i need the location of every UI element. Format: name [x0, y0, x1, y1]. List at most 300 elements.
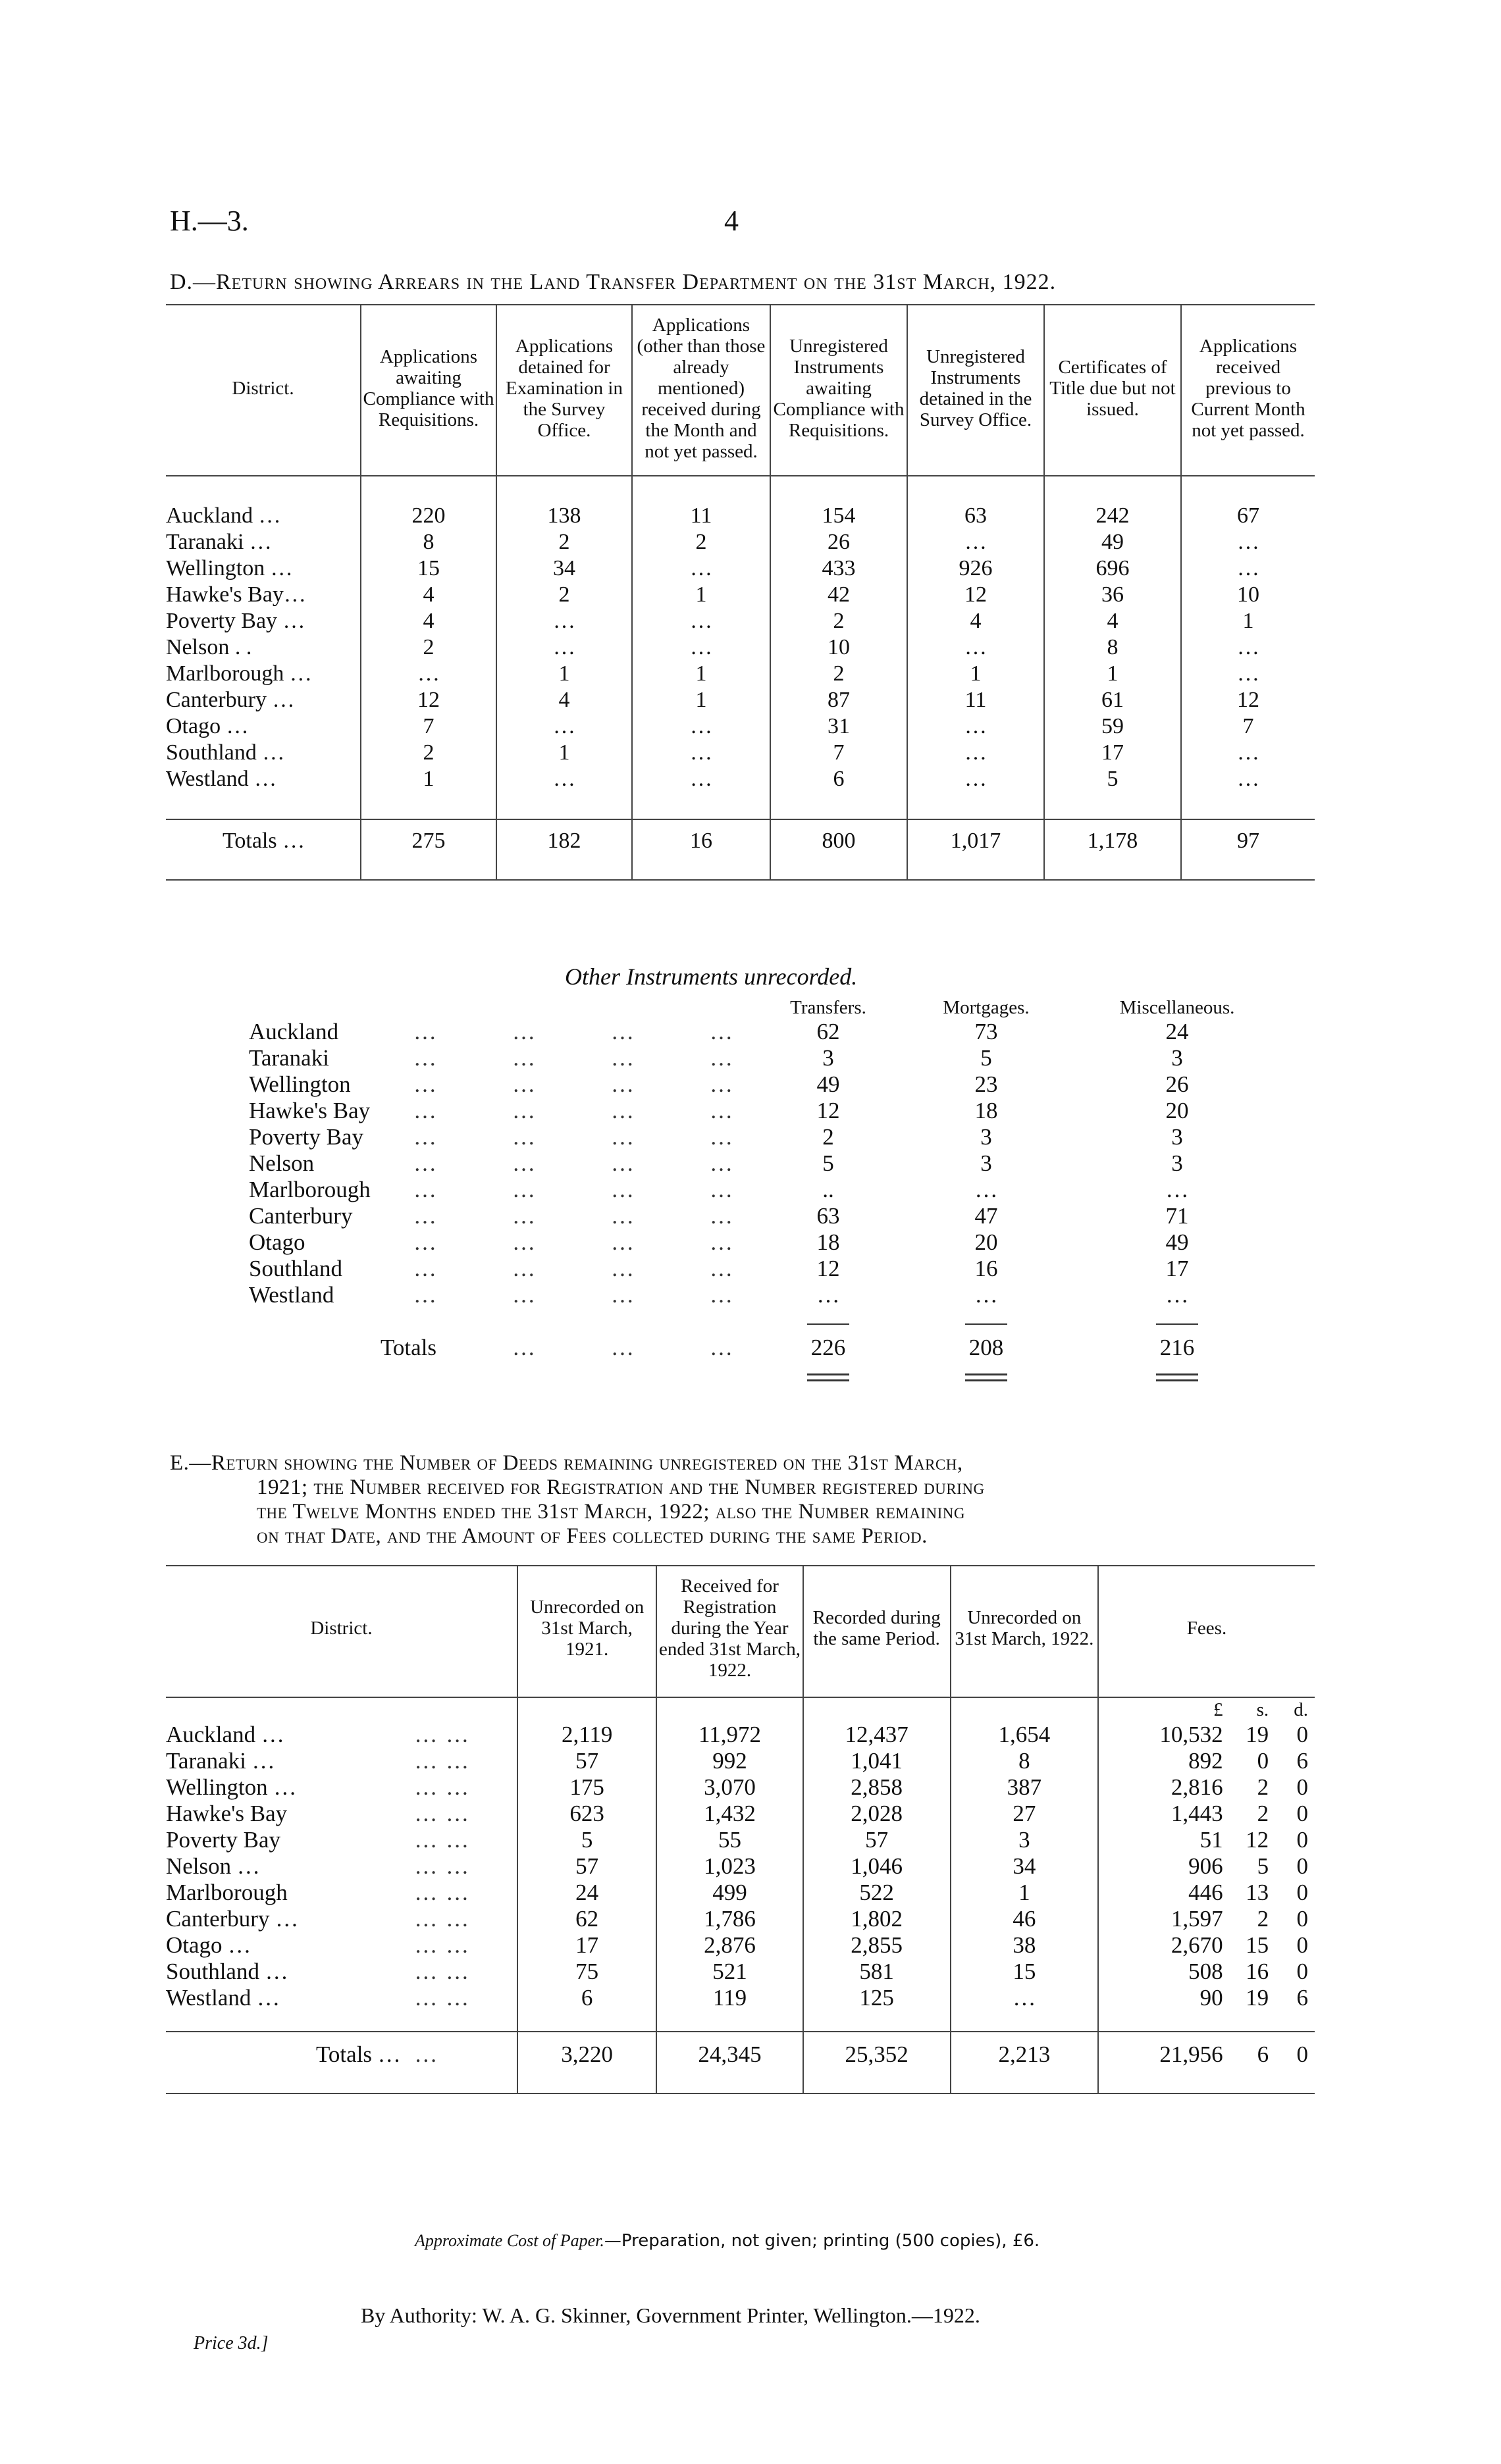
table-cell: 42: [770, 582, 907, 608]
table-row: [166, 1880, 1315, 1906]
col-unrecorded-1921: Unrecorded on 31st March, 1921.: [517, 1566, 657, 1697]
cost-label: Approximate Cost of Paper.: [415, 2231, 604, 2250]
dots: …: [512, 1019, 537, 1044]
arrears-body: [166, 476, 1315, 819]
fees-pounds: 1,443: [1098, 1801, 1227, 1827]
col-transfers: Transfers.: [790, 997, 866, 1018]
fees-pence: 0: [1296, 1880, 1308, 1905]
dots: …: [710, 1071, 734, 1097]
table-cell: …: [907, 634, 1044, 661]
table-row: [166, 503, 1315, 529]
district-name: Nelson …: [166, 1853, 260, 1879]
table-cell: 75: [517, 1959, 657, 1985]
table-row: [166, 555, 1315, 582]
table-cell: 23: [974, 1071, 998, 1097]
deeds-header-row: [166, 1566, 1315, 1697]
table-cell: 12,437: [803, 1722, 951, 1748]
pence-unit: d.: [1294, 1699, 1308, 1720]
table-cell: 17: [1044, 740, 1181, 766]
table-cell: 25,352: [803, 2032, 951, 2069]
table-cell: 2,858: [803, 1774, 951, 1801]
table-cell: 73: [974, 1019, 998, 1044]
district-name: Westland …: [166, 1985, 280, 2011]
table-cell: 2: [361, 740, 496, 766]
totals-label: Totals: [381, 1335, 437, 1360]
table-cell: ..: [822, 1177, 834, 1202]
table-cell: 5: [1044, 766, 1181, 792]
dots: …: [611, 1256, 635, 1281]
dots: … …: [414, 1748, 471, 1774]
dots: …: [710, 1019, 734, 1044]
fees-pence: 0: [1296, 1774, 1308, 1800]
arrears-footer: [166, 819, 1315, 880]
table-cell: 38: [951, 1932, 1098, 1959]
dots: …: [611, 1177, 635, 1202]
table-row: [166, 1853, 1315, 1880]
dots: …: [512, 1124, 537, 1150]
table-cell: 34: [951, 1853, 1098, 1880]
dots: …: [710, 1335, 734, 1360]
table-cell: 2: [496, 582, 632, 608]
fees-pounds: 906: [1098, 1853, 1227, 1880]
table-cell: 57: [803, 1827, 951, 1853]
table-cell: 2,855: [803, 1932, 951, 1959]
district-name: Taranaki …: [166, 530, 272, 554]
authority-line: By Authority: W. A. G. Skinner, Government Printer, Wellington.—1922.: [361, 2303, 980, 2327]
table-cell: 3: [1171, 1150, 1183, 1176]
dots: … …: [414, 1853, 471, 1879]
table-cell: 3: [822, 1045, 834, 1071]
table-row: [166, 634, 1315, 661]
table-cell: 20: [1165, 1098, 1189, 1123]
col-district: District.: [232, 378, 294, 399]
table-cell: 220: [361, 503, 496, 529]
dots: …: [611, 1229, 635, 1255]
table-cell: 8: [361, 529, 496, 555]
dots: … …: [414, 1959, 471, 1984]
table-cell: 63: [816, 1203, 840, 1229]
other-instruments-table: [249, 996, 1276, 1387]
table-cell: 154: [770, 503, 907, 529]
district-name: Taranaki: [249, 1045, 329, 1071]
table-cell: 59: [1044, 713, 1181, 740]
district-name: Southland …: [166, 1959, 288, 1984]
fees-shillings: 13: [1246, 1880, 1269, 1905]
fees-shillings: 0: [1257, 1748, 1269, 1774]
table-cell: …: [1181, 555, 1315, 582]
table-cell: 1: [907, 661, 1044, 687]
table-cell: 7: [770, 740, 907, 766]
table-cell: 67: [1181, 503, 1315, 529]
table-cell: 3: [980, 1150, 992, 1176]
table-cell: 1: [632, 687, 770, 713]
fees-shillings: 2: [1257, 1801, 1269, 1826]
other-body: [249, 1019, 1276, 1308]
table-cell: 1,046: [803, 1853, 951, 1880]
table-cell: 3: [1171, 1124, 1183, 1150]
table-row: [249, 1150, 1276, 1177]
table-cell: 49: [816, 1071, 840, 1097]
table-cell: 125: [803, 1985, 951, 2011]
table-row: [166, 1906, 1315, 1932]
table-cell: 87: [770, 687, 907, 713]
district-name: Otago …: [166, 1932, 251, 1958]
district-name: Wellington …: [166, 1774, 297, 1800]
table-cell: 5: [517, 1827, 657, 1853]
fees-pounds: 51: [1098, 1827, 1227, 1853]
table-row: [166, 661, 1315, 687]
dots: … …: [414, 1906, 471, 1932]
table-row: [166, 1985, 1315, 2011]
totals-label: Totals …: [166, 2032, 414, 2069]
district-name: Nelson . .: [166, 635, 252, 659]
table-cell: 433: [770, 555, 907, 582]
district-name: Westland …: [166, 767, 277, 791]
table-cell: 2: [822, 1124, 834, 1150]
table-cell: 18: [974, 1098, 998, 1123]
dots: …: [413, 1045, 438, 1071]
fees-pounds: 90: [1098, 1985, 1227, 2011]
table-cell: 46: [951, 1906, 1098, 1932]
table-cell: …: [907, 529, 1044, 555]
fees-pence: 6: [1296, 1985, 1308, 2011]
dots: …: [512, 1071, 537, 1097]
dots: … …: [414, 1722, 471, 1747]
table-cell: 1: [632, 582, 770, 608]
table-cell: …: [496, 766, 632, 792]
deeds-totals-row: [166, 2032, 1315, 2069]
col-certificates: Certificates of Title due but not issued.: [1044, 305, 1181, 476]
fees-pence: 0: [1296, 1801, 1308, 1826]
table-cell: 3: [951, 1827, 1098, 1853]
table-row: [166, 740, 1315, 766]
district-name: Taranaki …: [166, 1748, 275, 1774]
table-row: [166, 713, 1315, 740]
table-row: [166, 1959, 1315, 1985]
fees-pounds: 21,956: [1098, 2032, 1227, 2069]
fees-pence: 0: [1296, 1906, 1308, 1932]
pounds-unit: £: [1098, 1697, 1227, 1722]
dots: … …: [414, 1932, 471, 1958]
dots: …: [611, 1282, 635, 1308]
table-row: [166, 582, 1315, 608]
fees-shillings: 19: [1246, 1985, 1269, 2011]
col-mortgages: Mortgages.: [943, 997, 1030, 1018]
table-cell: 3,220: [517, 2032, 657, 2069]
section-e-title: [170, 1451, 1315, 1549]
col-fees: Fees.: [1098, 1566, 1315, 1697]
table-cell: …: [496, 634, 632, 661]
table-row: [249, 1098, 1276, 1124]
table-cell: …: [361, 661, 496, 687]
table-cell: 47: [974, 1203, 998, 1229]
district-name: Marlborough: [166, 1880, 288, 1905]
table-cell: 16: [974, 1256, 998, 1281]
table-cell: 499: [656, 1880, 803, 1906]
district-name: Poverty Bay: [249, 1124, 364, 1150]
dots: …: [611, 1019, 635, 1044]
table-row: [249, 1203, 1276, 1229]
district-name: Otago: [249, 1229, 305, 1255]
table-cell: 57: [517, 1853, 657, 1880]
fees-shillings: 15: [1246, 1932, 1269, 1958]
table-cell: 55: [656, 1827, 803, 1853]
dots: …: [413, 1229, 438, 1255]
dots: …: [710, 1150, 734, 1176]
table-cell: 16: [632, 819, 770, 856]
table-cell: 17: [517, 1932, 657, 1959]
table-cell: 242: [1044, 503, 1181, 529]
table-cell: 2: [770, 608, 907, 634]
dots: … …: [414, 1880, 471, 1905]
district-name: Wellington …: [166, 556, 293, 580]
fees-pounds: 2,670: [1098, 1932, 1227, 1959]
col-miscellaneous: Miscellaneous.: [1119, 997, 1235, 1018]
dots: …: [413, 1150, 438, 1176]
section-e-title-line: E.—Return showing the Number of Deeds remaining unregistered on the 31st March,: [170, 1451, 963, 1475]
fees-shillings: 12: [1246, 1827, 1269, 1853]
district-name: Canterbury …: [166, 688, 295, 712]
table-cell: 8: [1044, 634, 1181, 661]
table-cell: 521: [656, 1959, 803, 1985]
fees-shillings: 2: [1257, 1906, 1269, 1932]
table-cell: 12: [1181, 687, 1315, 713]
fees-pence: 0: [1296, 1959, 1308, 1984]
fees-shillings: 2: [1257, 1774, 1269, 1800]
arrears-table: [166, 304, 1315, 881]
dots: … …: [414, 1774, 471, 1800]
table-cell: 4: [907, 608, 1044, 634]
dots: …: [512, 1256, 537, 1281]
table-cell: …: [496, 713, 632, 740]
table-cell: …: [1181, 529, 1315, 555]
fees-pence: 0: [1296, 1853, 1308, 1879]
table-cell: 3,070: [656, 1774, 803, 1801]
table-cell: 1,178: [1044, 819, 1181, 856]
fees-pounds: 892: [1098, 1748, 1227, 1774]
fees-pounds: 10,532: [1098, 1722, 1227, 1748]
dots: …: [413, 1203, 438, 1229]
table-cell: 2: [770, 661, 907, 687]
fees-pence: 0: [1296, 1827, 1308, 1853]
other-header-row: [249, 996, 1276, 1019]
table-cell: 62: [517, 1906, 657, 1932]
table-cell: 7: [1181, 713, 1315, 740]
table-row: [166, 687, 1315, 713]
table-cell: 1: [361, 766, 496, 792]
table-cell: 1,654: [951, 1722, 1098, 1748]
dots: …: [413, 1124, 438, 1150]
table-cell: …: [1181, 766, 1315, 792]
table-cell: …: [632, 634, 770, 661]
page-number: 4: [724, 205, 739, 237]
table-cell: 10: [770, 634, 907, 661]
table-cell: 1,432: [656, 1801, 803, 1827]
table-cell: 6: [770, 766, 907, 792]
dots: …: [611, 1203, 635, 1229]
table-cell: 57: [517, 1748, 657, 1774]
table-cell: 71: [1165, 1203, 1189, 1229]
dots: …: [710, 1177, 734, 1202]
district-name: Auckland …: [166, 503, 281, 528]
table-cell: …: [632, 713, 770, 740]
table-cell: 2,876: [656, 1932, 803, 1959]
table-cell: 24: [1165, 1019, 1189, 1044]
table-row: [166, 608, 1315, 634]
col-applications-previous: Applications received previous to Current Month not yet passed.: [1181, 305, 1315, 476]
table-cell: …: [907, 740, 1044, 766]
dots: …: [611, 1335, 635, 1360]
arrears-header-row: [166, 305, 1315, 476]
table-cell: 61: [1044, 687, 1181, 713]
dots: … …: [414, 1801, 471, 1826]
col-received: Received for Registration during the Year ended 31st March, 1922.: [656, 1566, 803, 1697]
dots: …: [710, 1203, 734, 1229]
table-cell: 49: [1044, 529, 1181, 555]
table-cell: 24,345: [656, 2032, 803, 2069]
col-applications-other: Applications (other than those already mentioned) received during the Month and not yet passed.: [632, 305, 770, 476]
section-d-title: D.—Return showing Arrears in the Land Transfer Department on the 31st March, 1922.: [170, 270, 1057, 294]
table-cell: 12: [816, 1098, 840, 1123]
section-e-title-line: the Twelve Months ended the 31st March, 1922; also the Number remaining: [257, 1500, 966, 1524]
col-unregistered-detained: Unregistered Instruments detained in the Survey Office.: [907, 305, 1044, 476]
dots: …: [512, 1177, 537, 1202]
arrears-totals-row: [166, 819, 1315, 856]
table-cell: 11: [907, 687, 1044, 713]
table-cell: 1: [1044, 661, 1181, 687]
dots: …: [413, 1098, 438, 1123]
table-row: [249, 1045, 1276, 1071]
table-cell: 1: [496, 661, 632, 687]
other-footer: [249, 1308, 1276, 1387]
table-row: [166, 1932, 1315, 1959]
table-cell: 581: [803, 1959, 951, 1985]
table-cell: 275: [361, 819, 496, 856]
table-cell: …: [632, 608, 770, 634]
dots: …: [413, 1256, 438, 1281]
table-cell: 20: [974, 1229, 998, 1255]
table-cell: 1,786: [656, 1906, 803, 1932]
table-row: [166, 1748, 1315, 1774]
deeds-table: [166, 1565, 1315, 2094]
table-cell: 623: [517, 1801, 657, 1827]
table-row: [166, 529, 1315, 555]
col-recorded: Recorded during the same Period.: [803, 1566, 951, 1697]
dots: …: [710, 1256, 734, 1281]
table-cell: 63: [907, 503, 1044, 529]
table-row: [166, 1827, 1315, 1853]
table-cell: …: [632, 740, 770, 766]
district-name: Hawke's Bay: [249, 1098, 371, 1123]
table-cell: 4: [496, 687, 632, 713]
dots: …: [710, 1124, 734, 1150]
district-name: Canterbury …: [166, 1906, 299, 1932]
fees-pence: 0: [1296, 1722, 1308, 1747]
fees-pence: 6: [1296, 1748, 1308, 1774]
dots: … …: [414, 1827, 471, 1853]
table-cell: 5: [822, 1150, 834, 1176]
table-cell: 12: [816, 1256, 840, 1281]
table-cell: 36: [1044, 582, 1181, 608]
fees-shillings: 16: [1246, 1959, 1269, 1984]
fees-pence: 0: [1296, 1932, 1308, 1958]
district-name: Westland: [249, 1282, 334, 1308]
section-e-title-line: on that Date, and the Amount of Fees collected during the same Period.: [257, 1524, 928, 1548]
other-instruments-caption: Other Instruments unrecorded.: [565, 963, 858, 990]
table-cell: 4: [361, 608, 496, 634]
table-row: [166, 1801, 1315, 1827]
shillings-unit: s.: [1256, 1699, 1269, 1720]
table-cell: 2,028: [803, 1801, 951, 1827]
section-e-title-line: 1921; the Number received for Registration and the Number registered during: [257, 1476, 985, 1499]
district-name: Poverty Bay …: [166, 609, 305, 633]
table-cell: …: [907, 713, 1044, 740]
table-row: [249, 1229, 1276, 1256]
col-applications-detained: Applications detained for Examination in the Survey Office.: [496, 305, 632, 476]
fees-shillings: 5: [1257, 1853, 1269, 1879]
table-cell: 4: [361, 582, 496, 608]
dots: …: [611, 1150, 635, 1176]
fees-shillings: 19: [1246, 1722, 1269, 1747]
fees-shillings: 6: [1227, 2032, 1269, 2069]
cost-note: [415, 2231, 1040, 2251]
table-cell: …: [816, 1282, 840, 1308]
dots: …: [512, 1045, 537, 1071]
table-cell: 208: [968, 1335, 1004, 1360]
table-cell: 1,023: [656, 1853, 803, 1880]
fees-pence: 0: [1269, 2032, 1315, 2069]
table-cell: 992: [656, 1748, 803, 1774]
table-row: [166, 1774, 1315, 1801]
table-row: [249, 1256, 1276, 1282]
cost-text: —Preparation, not given; printing (500 copies), £6.: [604, 2231, 1040, 2251]
dots: …: [611, 1124, 635, 1150]
district-name: Auckland: [249, 1019, 339, 1044]
table-cell: 5: [980, 1045, 992, 1071]
district-name: Auckland …: [166, 1722, 284, 1747]
table-cell: 3: [1171, 1045, 1183, 1071]
district-name: Otago …: [166, 714, 249, 738]
table-cell: …: [907, 766, 1044, 792]
table-cell: 15: [361, 555, 496, 582]
table-cell: 138: [496, 503, 632, 529]
district-name: Canterbury: [249, 1203, 353, 1229]
dots: …: [512, 1229, 537, 1255]
table-cell: 696: [1044, 555, 1181, 582]
table-cell: …: [974, 1282, 998, 1308]
price: Price 3d.]: [194, 2333, 269, 2353]
col-applications-awaiting: Applications awaiting Compliance with Requisitions.: [361, 305, 496, 476]
table-cell: 11,972: [656, 1722, 803, 1748]
table-cell: 34: [496, 555, 632, 582]
dots: … …: [414, 1985, 471, 2011]
table-cell: …: [632, 555, 770, 582]
district-name: Southland: [249, 1256, 342, 1281]
other-totals-row: [249, 1335, 1276, 1361]
table-cell: 3: [980, 1124, 992, 1150]
table-cell: 8: [951, 1748, 1098, 1774]
dots: …: [512, 1150, 537, 1176]
table-row: [249, 1177, 1276, 1203]
dots: …: [414, 2032, 517, 2069]
district-name: Nelson: [249, 1150, 315, 1176]
dots: …: [512, 1203, 537, 1229]
table-row: [249, 1019, 1276, 1045]
table-cell: 49: [1165, 1229, 1189, 1255]
dots: …: [413, 1282, 438, 1308]
table-cell: 97: [1181, 819, 1315, 856]
dots: …: [413, 1177, 438, 1202]
